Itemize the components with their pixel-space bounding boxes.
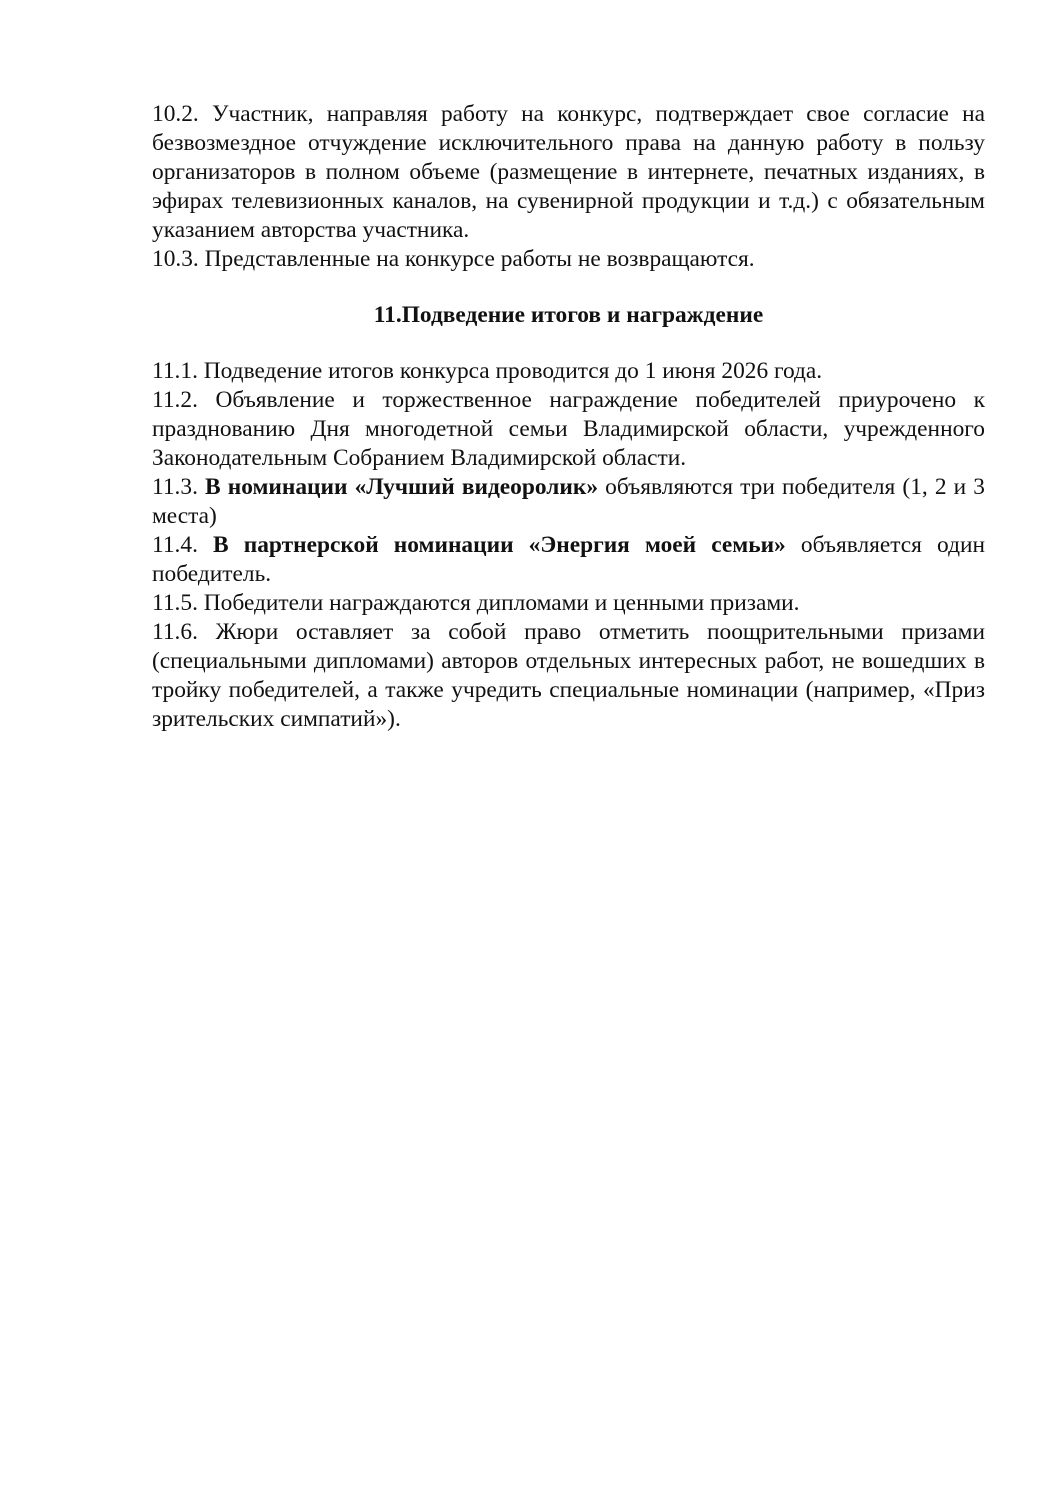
paragraph-11-6: 11.6. Жюри оставляет за собой право отметить поощрительными призами (специальными дипломами) авторов отдельных интересных работ, не вошедших в тройку победителей, а также учредить специальные номинации (например, «Приз зрительских симпатий»). — [152, 619, 985, 732]
paragraph-11-5: 11.5. Победители награждаются дипломами и ценными призами. — [152, 590, 800, 616]
paragraph-11-3-prefix: 11.3. — [152, 474, 206, 500]
paragraph-10-2: 10.2. Участник, направляя работу на конкурс, подтверждает свое согласие на безвозмездное отчуждение исключительного права на данную работу в пользу организаторов в полном объеме (размещение в интернете, печатных изданиях, в эфирах телевизионных каналов, на сувенирной продукции и т.д.) с обязательным указанием авторства участника. — [152, 101, 985, 243]
paragraph-11-3 — [152, 473, 985, 531]
document-page — [152, 100, 985, 734]
paragraph-11-1: 11.1. Подведение итогов конкурса проводится до 1 июня 2026 года. — [152, 358, 823, 384]
paragraph-11-4-prefix: 11.4. — [152, 532, 214, 558]
nomination-family-energy: В партнерской номинации «Энергия моей семьи» — [213, 532, 786, 558]
paragraph-11-4-suffix: объявляется один победитель. — [152, 532, 986, 587]
paragraph-10-3: 10.3. Представленные на конкурсе работы не возвращаются. — [152, 246, 755, 272]
paragraph-11-2: 11.2. Объявление и торжественное награждение победителей приурочено к празднованию Дня многодетной семьи Владимирской области, учрежденного Законодательным Собранием Владимирской области. — [152, 387, 985, 471]
paragraph-11-3-suffix: объявляются три победителя (1, 2 и 3 места) — [152, 474, 986, 529]
section-heading-11: 11.Подведение итогов и награждение — [373, 302, 764, 328]
nomination-best-video: В номинации «Лучший видеоролик» — [205, 474, 599, 500]
paragraph-11-4 — [152, 531, 985, 589]
